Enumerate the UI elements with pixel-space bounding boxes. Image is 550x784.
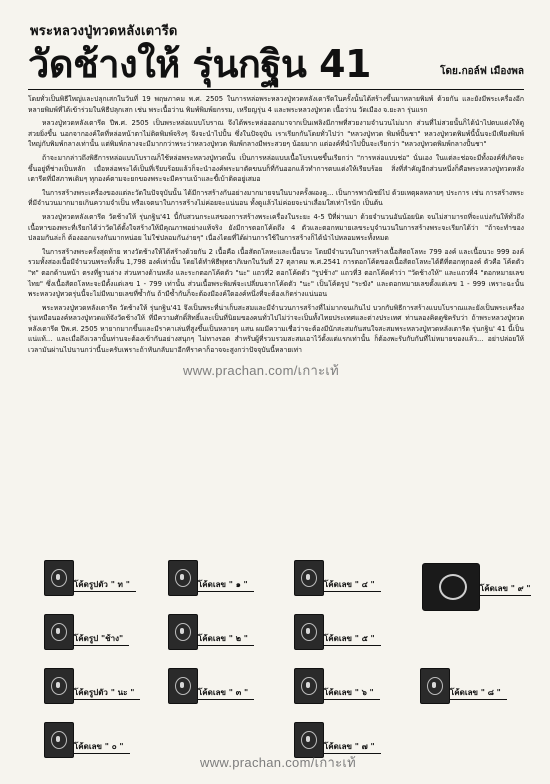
figure-caption: โค้ดเลข " ๐ " xyxy=(74,740,130,754)
figure-caption: โค้ดเลข " ๗ " xyxy=(324,740,381,754)
title-divider xyxy=(28,89,524,90)
masthead xyxy=(28,43,524,85)
paragraph-ancient-method: ถ้าจะมากล่าวถึงพิธีการหล่อแบบโบราณก็ใช้หล่อพระหลวงปู่ทวดนั้น เป็นการหล่อแบบเนื้อโบรเนซขึ้นเรียกว่า "การหล่อแบบช่อ" นั่นเอง ในแต่ละช่อจะมีทั้งองค์ที่เกิดจะขึ้นอยู่ที่ช่างเป็นหลัก เมื่อหล่อพระได้เป็นที่เรียบร้อยแล้วก็จะนำองค์พระมาตัดขนบก็ที่กันออกแล้วทำการตบแต่งให้เรียบร้อย สิ่งที่สำคัญอีกส่วนหนึ่งก็คือพระหลวงปู่ทวดหลังเตารีดที่มีสภาพเดิมๆ ทุกองค์ตามจะยกของพระจะมีคราบเบ้าและขี้เบ้าติดอยู่เสมอ xyxy=(28,153,524,184)
figure-caption: โค้ดรูปตัว " ท " xyxy=(74,578,136,592)
figure-caption: โค้ดเลข " ๑ " xyxy=(198,578,254,592)
watermark-bottom: www.prachan.com/เกาะเท้ xyxy=(200,755,357,770)
amulet-code-photo xyxy=(422,563,480,611)
article-title: วัดช้างให้ รุ่นกฐิน 41 xyxy=(28,42,371,86)
figure-code-9 xyxy=(44,560,534,610)
paragraph-collecting: พระหลวงปู่ทวดหลังเตารีด วัดช้างให้ รุ่นกฐิน'41 จึงเป็นพระที่น่าเก็บสะสมและมีจำนวนการสร้างที่ไม่มากจนเกินไป บวกกับพิธีการสร้างแบบโบราณและยังเป็นพระเครื่องรุ่นเหมือนองค์หลวงปู่ทวดแท้จังวัดช้างให้ ที่มีความศักดิ์สิทธิ์และเป็นที่นิยมของคนทั่วไปไม่ว่าจะเป็นทั้งไทยประเทศและต่างประเทศ ท่านลองคิดดูซิครับว่า ถ้าพระหลวงปู่ทวดหลังเตารีด ปีพ.ศ. 2505 หายากมากขึ้นและมีราคาเล่นที่สูงขึ้นเป็นหลายๆ แสน ผมมีความเชื่อว่าจะต้องมีนักสะสมกันสนใจสะสมพระหลวงปู่ทวดหลังเตารีด รุ่นกฐิน' 41 นี้เป็นแน่แท้... และเมื่อถึงเวลานั้นท่านจะต้องเข้ากันอย่างสนุกๆ ไม่ทางรอด สำหรับผู้ที่รวมรวมสะสมเอาไว้ตั้งแต่แรกเท่านั้น ก็ต้องพะรับกับกันที่ไม่หมายของแล้ว... อย่าปล่อยให้เวลามันผ่านไปนานกว่านี้นะครับเพราะถ้าหันกลับมาอีกทีราคาก็อาจจะสูงกว่าปัจจุบันนี้หลายเท่า xyxy=(28,303,524,355)
figure-caption: โค้ดรูป "ช้าง" xyxy=(74,632,129,646)
figure-caption: โค้ดเลข " ๙ " xyxy=(480,582,531,596)
figure-code-3 xyxy=(168,668,288,718)
figure-code-2 xyxy=(168,614,288,664)
paragraph-intro: โดยทั่วเป็นพิธีใหญ่และปลุกเสกในวันที่ 19 พฤษภาคม พ.ศ. 2505 ในการหล่อพระหลวงปู่ทวดหลังเตารีดในครั้งนั้นได้สร้างขึ้นมาหลายพิมพ์ ด้วยกัน และยังมีพระเครื่องอีกหลายพิมพ์ที่ได้เข้าร่วมในพิธีปลุกเสก เช่น พระเนื้อว่าน พิมพ์พิมพ์ยกรรม, เหรียญรุ่น 4 และพระหลวงปู่ทวด เนื้อว่าน วัดเมือง จ.ยะลา รุ่นแรก xyxy=(28,95,524,114)
paragraph-modern-amulets: ในการสร้างพระเครื่องของแต่ละวัดในปัจจุบันนั้น ได้มีการสร้างกันอย่างมากมายจนในบางครั้งผองคู... เป็นการพาณิชย์ไป ด้วยเหตุผลหลายๆ ประการ เช่น การสร้างพระที่มีจำนวนมากมายเกินความจำเป็น หรือเจตนาในการสร้างไม่ค่อยจะแน่นอน ทั้งดูแล้วไม่ค่อยจะน่าเลื่อมใสเท่าไรนัก เป็นต้น xyxy=(28,188,524,208)
figure-code-elephant xyxy=(44,614,164,664)
amulet-code-photo xyxy=(168,668,198,704)
paragraph-codes: ในการสร้างพระครั้งสุดท้าย ทางวัดช้างให้ได้สร้างด้วยกัน 2 เนื้อคือ เนื้อสัตถโลหะและเนื้อนวะ โดยมีจำนวนในการสร้างเนื้อสัตถโลหะ 799 องค์ และเนื้อนวะ 999 องค์ รวมทั้งสองเนื้อมีจำนวนพระทั้งสิ้น 1,798 องค์เท่านั้น โดยได้ทำพิธีพุทธาภิเษกในวันที่ 27 ตุลาคม พ.ศ.2541 การตอกโค้ดของเนื้อสัตถโลหะได้ตีที่ตอกทุกองค์ ตัวคือ โค้ดตัว "ท" ตอกด้านหน้า ตรงที่ฐานล่าง ส่วนทางด้านหลัง และระกตอกโค้ดตัว "นะ" แถวที่2 ตอกโค้ดตัว "รูปช้าง" แถวที่3 ตอกโค้ดคำว่า "วัดช้างให้" และแถวที่4 "ตอกหมายเลขไทย" ซึ่งเนื้อสัตถโลหะจะมีตั้งแต่เลข 1 - 799 เท่านั้น ส่วนเนื้อพระพิมพ์จะเปลี่ยนจากโค้ดตัว "นะ" เป็นโค้ดรูป "ระฆัง" และตอกหมายเลขตั้งแต่เลข 1 - 999 เพราะฉะนั้นพระหลวงปู่ทวดรุ่นนี้จะไม่มีหมายเลขที่ซ้ำกัน ถ้ามีซ้ำกันก็จะต้องมีองค์ใดองค์หนึ่งที่จะต้องเกิดร่างแน่นอน xyxy=(28,247,524,299)
amulet-code-photo xyxy=(44,668,74,704)
amulet-code-photo xyxy=(420,668,450,704)
paragraph-kathin-41: หลวงปู่ทวดหลังเตารีด วัดช้างให้ รุ่นกฐิน'41 นี้กับสวนกระแสของการสร้างพระเครื่องในระยะ 4-5 ปีที่ผ่านมา ด้วยจำนวนอันน้อยนิด จนไม่สามารถที่จะแบ่งกันให้ทั่วถึง เนื้อหาของพระที่เรียกได้ว่าวัดได้ตั้งใจสร้างให้มีคุณภาพอย่างแท้จริง ยังมีการตอกโค้ดถึง 4 ตัวและตอกหมายเลขระบุจำนวนในการสร้างพระจะเรียกได้ว่า "ถ้าจะทำของปลอมกันล่ะก็ ต้องออกแรงกันมากหน่อย ไม่ใช่ปลอมกันง่ายๆ" เนื่องไดยที่ได้ผ่านการใช้ในการสร้างก็ได้นำไปหลอมพระทั้งหมด xyxy=(28,212,524,243)
figure-caption: โค้ดเลข " ๕ " xyxy=(324,632,381,646)
figure-caption: โค้ดเลข " ๖ " xyxy=(324,686,380,700)
figure-caption: โค้ดเลข " ๓ " xyxy=(198,686,254,700)
code-figures-grid xyxy=(44,560,534,778)
figure-code-6 xyxy=(294,668,414,718)
article-kicker: พระหลวงปู่ทวดหลังเตารีด xyxy=(30,24,178,39)
watermark: www.prachan.com/เกาะเท้ xyxy=(183,363,340,378)
figure-caption: โค้ดเลข " ๒ " xyxy=(198,632,254,646)
paragraph-casting: หลวงปู่ทวดหลังเตารีด ปีพ.ศ. 2505 เป็นพระหล่อแบบโบราณ จึงได้พระหล่อออกมาจากเป็นเพลิงมีภาพที่สวยงามจำนวนไม่มาก ส่วนที่ไม่สวยนั้นก็ได้นำไปตบแต่งให้ดูสวยยิ่งขึ้น นอกจากองค์ใดที่หล่อหน้าตาไม่ติดพิมพ์จริงๆ จึงจะนำไปปั้น ซึ่งในปัจจุบัน เราเรียกกันโดยทั่วไปว่า "หลวงปู่ทวด พิมพ์ปั้นชา" หลวงปู่ทวดพิมพ์นี้นั้นจะมีเพียงพิมพ์ใหญ่กับพิมพ์กลางเท่านั้น แต่พิมพ์กลางจะมีมากกว่าพระว่าหลวงปู่ทวด พิมพ์กลางมีพระสวยๆ น้อยมาก แต่องค์ที่นำไปปั้นจะเรียกว่า "หลวงปู่ทวดพิมพ์กลางปั้นชา" xyxy=(28,119,524,149)
figure-code-5 xyxy=(294,614,414,664)
amulet-code-photo xyxy=(44,614,74,650)
figure-code-na xyxy=(44,668,164,718)
figure-caption: โค้ดเลข " ๔ " xyxy=(324,578,381,592)
amulet-code-photo xyxy=(294,668,324,704)
figure-caption: โค้ดเลข " ๘ " xyxy=(450,686,507,700)
amulet-code-photo xyxy=(168,614,198,650)
figure-caption: โค้ดรูปตัว " นะ " xyxy=(74,686,140,700)
amulet-code-photo xyxy=(294,614,324,650)
figure-code-8 xyxy=(420,668,530,718)
article-byline: โดย.กอล์ฟ เมืองพล xyxy=(440,66,524,77)
figure-code-0 xyxy=(44,722,164,772)
amulet-code-photo xyxy=(44,722,74,758)
